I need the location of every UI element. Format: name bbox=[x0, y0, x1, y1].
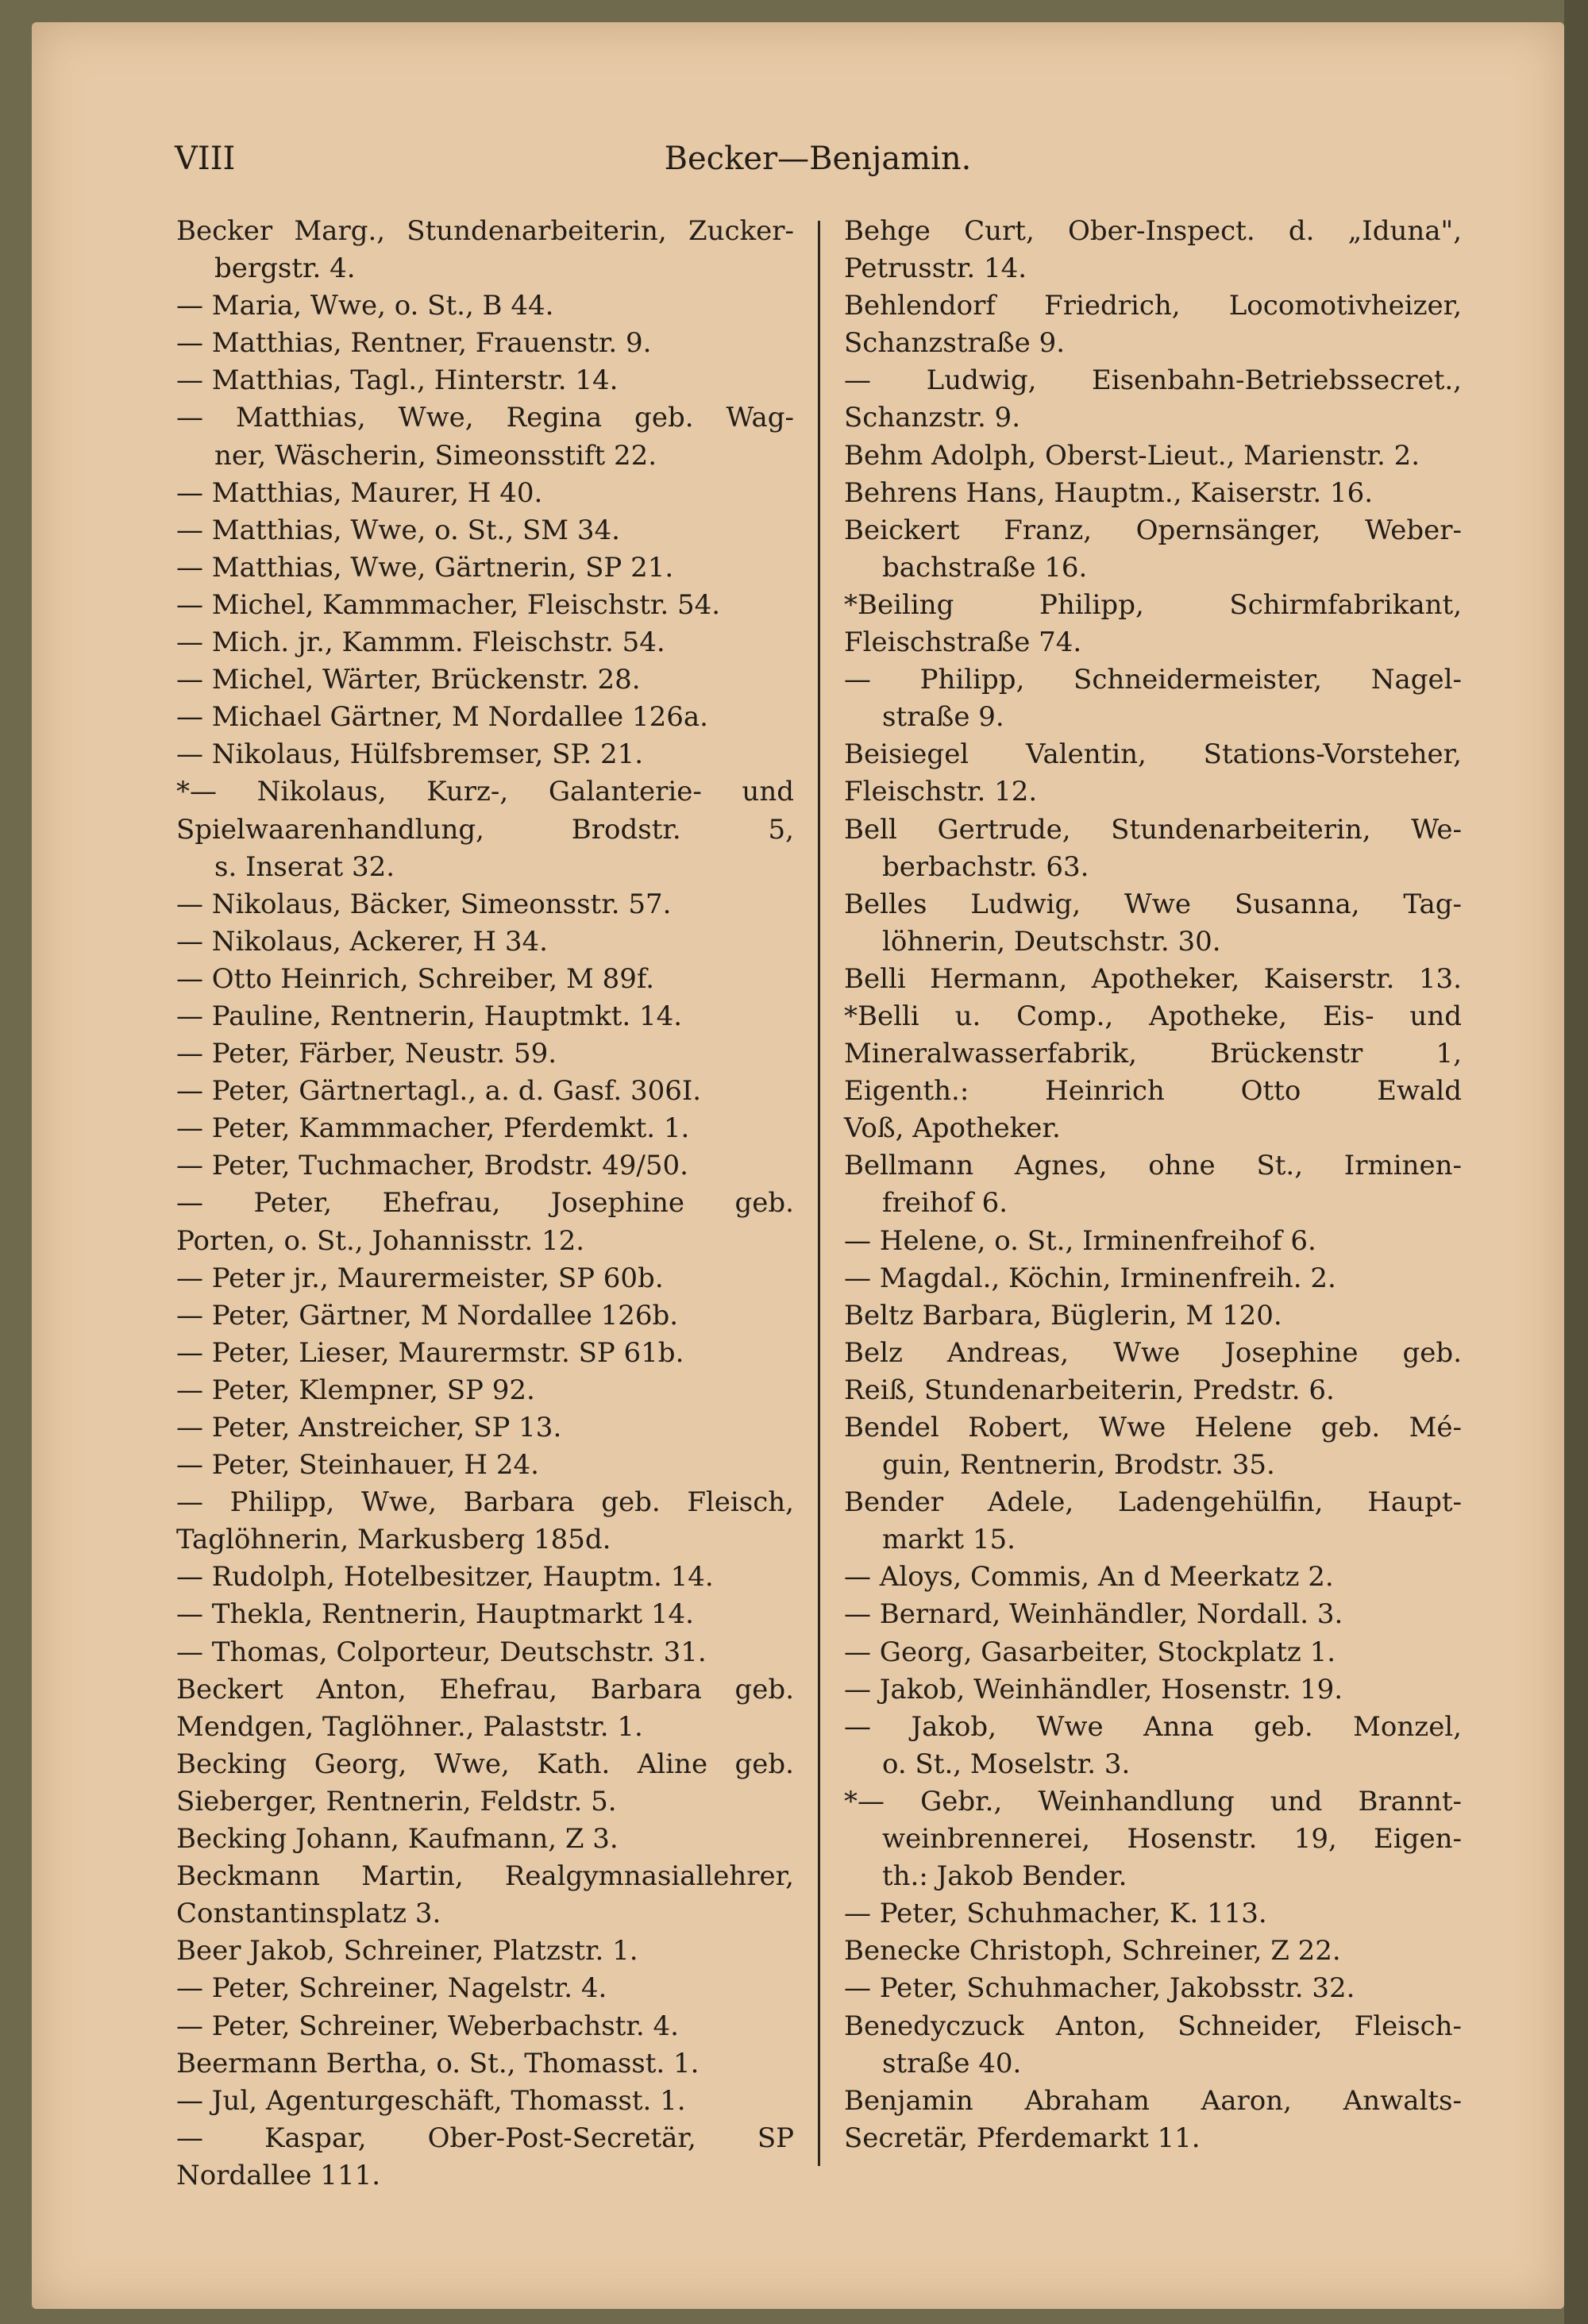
directory-line: — Peter, Schreiner, Nagelstr. 4. bbox=[176, 1972, 607, 2005]
directory-line: *Belli u. Comp., Apotheke, Eis- und bbox=[844, 1000, 1462, 1032]
directory-line: — Matthias, Wwe, Gärtnerin, SP 21. bbox=[176, 551, 674, 584]
column-divider bbox=[818, 221, 820, 2166]
directory-line: Bendel Robert, Wwe Helene geb. Mé- bbox=[844, 1412, 1462, 1443]
directory-line: — Peter, Färber, Neustr. 59. bbox=[176, 1038, 557, 1070]
directory-line: Reiß, Stundenarbeiterin, Predstr. 6. bbox=[844, 1374, 1335, 1406]
directory-line: Behm Adolph, Oberst-Lieut., Marienstr. 2. bbox=[844, 439, 1420, 472]
directory-line: Beckert Anton, Ehefrau, Barbara geb. bbox=[176, 1673, 794, 1705]
directory-line: Bender Adele, Ladengehülfin, Haupt- bbox=[844, 1486, 1462, 1519]
directory-line: Fleischstr. 12. bbox=[844, 776, 1038, 808]
directory-line: — Nikolaus, Bäcker, Simeonsstr. 57. bbox=[176, 888, 672, 920]
directory-line: Becking Georg, Wwe, Kath. Aline geb. bbox=[176, 1748, 794, 1780]
directory-line: s. Inserat 32. bbox=[214, 850, 395, 883]
directory-line: Belles Ludwig, Wwe Susanna, Tag- bbox=[844, 888, 1462, 920]
directory-line: Belli Hermann, Apotheker, Kaiserstr. 13. bbox=[844, 962, 1462, 995]
directory-line: straße 9. bbox=[882, 701, 1004, 734]
directory-line: Sieberger, Rentnerin, Feldstr. 5. bbox=[176, 1785, 617, 1817]
directory-line: — Jakob, Weinhändler, Hosenstr. 19. bbox=[844, 1673, 1343, 1705]
directory-line: — Otto Heinrich, Schreiber, M 89f. bbox=[176, 962, 655, 995]
directory-line: — Matthias, Wwe, o. St., SM 34. bbox=[176, 514, 620, 546]
directory-line: ner, Wäscherin, Simeonsstift 22. bbox=[214, 439, 657, 472]
directory-line: markt 15. bbox=[882, 1524, 1016, 1556]
directory-line: — Peter, Kammmacher, Pferdemkt. 1. bbox=[176, 1112, 690, 1145]
directory-line: Bell Gertrude, Stundenarbeiterin, We- bbox=[844, 813, 1462, 846]
directory-line: Mendgen, Taglöhner., Palaststr. 1. bbox=[176, 1710, 643, 1743]
directory-line: — Matthias, Maurer, H 40. bbox=[176, 476, 543, 509]
directory-line: Porten, o. St., Johannisstr. 12. bbox=[176, 1224, 585, 1257]
directory-line: Constantinsplatz 3. bbox=[176, 1898, 441, 1930]
page-header bbox=[175, 135, 1461, 183]
directory-line: freihof 6. bbox=[882, 1187, 1008, 1220]
directory-line: — Matthias, Tagl., Hinterstr. 14. bbox=[176, 364, 619, 397]
directory-line: o. St., Moselstr. 3. bbox=[882, 1748, 1131, 1780]
directory-line: — Peter, Schuhmacher, K. 113. bbox=[844, 1898, 1267, 1930]
directory-line: — Kaspar, Ober-Post-Secretär, SP bbox=[176, 2122, 794, 2154]
directory-line: berbachstr. 63. bbox=[882, 850, 1089, 883]
directory-line: — Philipp, Schneidermeister, Nagel- bbox=[844, 664, 1462, 696]
directory-line: *— Gebr., Weinhandlung und Brannt- bbox=[844, 1785, 1462, 1817]
directory-line: — Peter jr., Maurermeister, SP 60b. bbox=[176, 1262, 664, 1294]
directory-line: — Matthias, Wwe, Regina geb. Wag- bbox=[176, 402, 794, 434]
directory-line: — Peter, Ehefrau, Josephine geb. bbox=[176, 1187, 794, 1220]
directory-line: — Michel, Wärter, Brückenstr. 28. bbox=[176, 664, 641, 696]
directory-line: Taglöhnerin, Markusberg 185d. bbox=[176, 1524, 611, 1556]
directory-line: — Peter, Steinhauer, H 24. bbox=[176, 1449, 539, 1482]
directory-line: — Nikolaus, Hülfsbremser, SP. 21. bbox=[176, 738, 644, 771]
directory-line: löhnerin, Deutschstr. 30. bbox=[882, 925, 1221, 958]
directory-line: — Georg, Gasarbeiter, Stockplatz 1. bbox=[844, 1636, 1336, 1668]
directory-line: Beckmann Martin, Realgymnasiallehrer, bbox=[176, 1860, 794, 1893]
directory-line: — Bernard, Weinhändler, Nordall. 3. bbox=[844, 1598, 1343, 1631]
directory-line: Benjamin Abraham Aaron, Anwalts- bbox=[844, 2084, 1462, 2117]
directory-line: — Nikolaus, Ackerer, H 34. bbox=[176, 925, 548, 958]
directory-line: — Rudolph, Hotelbesitzer, Hauptm. 14. bbox=[176, 1561, 714, 1594]
directory-line: — Peter, Tuchmacher, Brodstr. 49/50. bbox=[176, 1150, 688, 1182]
directory-line: — Pauline, Rentnerin, Hauptmkt. 14. bbox=[176, 1000, 683, 1032]
directory-line: Belz Andreas, Wwe Josephine geb. bbox=[844, 1336, 1462, 1369]
book-edge bbox=[1564, 0, 1588, 2324]
directory-line: weinbrennerei, Hosenstr. 19, Eigen- bbox=[882, 1823, 1462, 1856]
directory-line: Becking Johann, Kaufmann, Z 3. bbox=[176, 1823, 619, 1856]
directory-line: — Philipp, Wwe, Barbara geb. Fleisch, bbox=[176, 1486, 794, 1519]
directory-line: Beer Jakob, Schreiner, Platzstr. 1. bbox=[176, 1935, 638, 1967]
directory-line: Behge Curt, Ober-Inspect. d. „Iduna", bbox=[844, 215, 1462, 247]
directory-line: Petrusstr. 14. bbox=[844, 252, 1027, 285]
directory-line: — Maria, Wwe, o. St., B 44. bbox=[176, 290, 554, 322]
directory-line: — Magdal., Köchin, Irminenfreih. 2. bbox=[844, 1262, 1336, 1294]
directory-line: — Mich. jr., Kammm. Fleischstr. 54. bbox=[176, 626, 665, 659]
directory-line: — Michel, Kammmacher, Fleischstr. 54. bbox=[176, 588, 721, 621]
directory-line: — Jakob, Wwe Anna geb. Monzel, bbox=[844, 1710, 1462, 1743]
directory-line: straße 40. bbox=[882, 2047, 1022, 2079]
directory-line: Benedyczuck Anton, Schneider, Fleisch- bbox=[844, 2010, 1462, 2042]
directory-line: guin, Rentnerin, Brodstr. 35. bbox=[882, 1449, 1275, 1482]
directory-line: Fleischstraße 74. bbox=[844, 626, 1082, 659]
directory-line: — Peter, Schuhmacher, Jakobsstr. 32. bbox=[844, 1972, 1355, 2005]
directory-line: — Thomas, Colporteur, Deutschstr. 31. bbox=[176, 1636, 707, 1668]
directory-line: Beermann Bertha, o. St., Thomasst. 1. bbox=[176, 2047, 700, 2079]
directory-line: — Peter, Klempner, SP 92. bbox=[176, 1374, 535, 1406]
directory-line: — Michael Gärtner, M Nordallee 126a. bbox=[176, 701, 708, 734]
directory-line: Behlendorf Friedrich, Locomotivheizer, bbox=[844, 290, 1462, 322]
directory-line: *— Nikolaus, Kurz-, Galanterie- und bbox=[176, 776, 794, 808]
directory-line: Schanzstr. 9. bbox=[844, 402, 1020, 434]
directory-line: Becker Marg., Stundenarbeiterin, Zucker- bbox=[176, 215, 794, 247]
directory-line: th.: Jakob Bender. bbox=[882, 1860, 1127, 1893]
directory-line: Voß, Apotheker. bbox=[844, 1112, 1061, 1145]
right-column bbox=[844, 213, 1462, 2157]
directory-line: — Aloys, Commis, An d Meerkatz 2. bbox=[844, 1561, 1334, 1594]
directory-line: — Thekla, Rentnerin, Hauptmarkt 14. bbox=[176, 1598, 694, 1631]
directory-line: Spielwaarenhandlung, Brodstr. 5, bbox=[176, 813, 794, 846]
directory-line: *Beiling Philipp, Schirmfabrikant, bbox=[844, 588, 1462, 621]
directory-line: Schanzstraße 9. bbox=[844, 327, 1066, 360]
directory-line: — Ludwig, Eisenbahn-Betriebssecret., bbox=[844, 364, 1462, 397]
directory-line: — Peter, Gärtner, M Nordallee 126b. bbox=[176, 1299, 679, 1332]
directory-line: Behrens Hans, Hauptm., Kaiserstr. 16. bbox=[844, 476, 1374, 509]
page-title: Becker—Benjamin. bbox=[664, 141, 972, 177]
directory-line: Nordallee 111. bbox=[176, 2159, 381, 2191]
left-column bbox=[176, 213, 794, 2195]
directory-line: Eigenth.: Heinrich Otto Ewald bbox=[844, 1075, 1462, 1108]
directory-line: — Helene, o. St., Irminenfreihof 6. bbox=[844, 1224, 1316, 1257]
page-number: VIII bbox=[175, 141, 236, 177]
directory-line: — Peter, Gärtnertagl., a. d. Gasf. 306I. bbox=[176, 1075, 702, 1108]
directory-line: — Peter, Schreiner, Weberbachstr. 4. bbox=[176, 2010, 679, 2042]
directory-line: — Peter, Lieser, Maurermstr. SP 61b. bbox=[176, 1336, 684, 1369]
directory-line: bergstr. 4. bbox=[214, 252, 356, 285]
directory-line: bachstraße 16. bbox=[882, 551, 1088, 584]
directory-line: Beickert Franz, Opernsänger, Weber- bbox=[844, 514, 1462, 546]
directory-line: — Jul, Agenturgeschäft, Thomasst. 1. bbox=[176, 2084, 686, 2117]
directory-line: Benecke Christoph, Schreiner, Z 22. bbox=[844, 1935, 1341, 1967]
directory-line: Mineralwasserfabrik, Brückenstr 1, bbox=[844, 1038, 1462, 1070]
directory-line: Bellmann Agnes, ohne St., Irminen- bbox=[844, 1150, 1462, 1182]
directory-line: — Peter, Anstreicher, SP 13. bbox=[176, 1412, 562, 1443]
directory-line: — Matthias, Rentner, Frauenstr. 9. bbox=[176, 327, 652, 360]
directory-line: Secretär, Pferdemarkt 11. bbox=[844, 2122, 1201, 2154]
directory-line: Beisiegel Valentin, Stations-Vorsteher, bbox=[844, 738, 1462, 771]
directory-line: Beltz Barbara, Büglerin, M 120. bbox=[844, 1299, 1282, 1332]
